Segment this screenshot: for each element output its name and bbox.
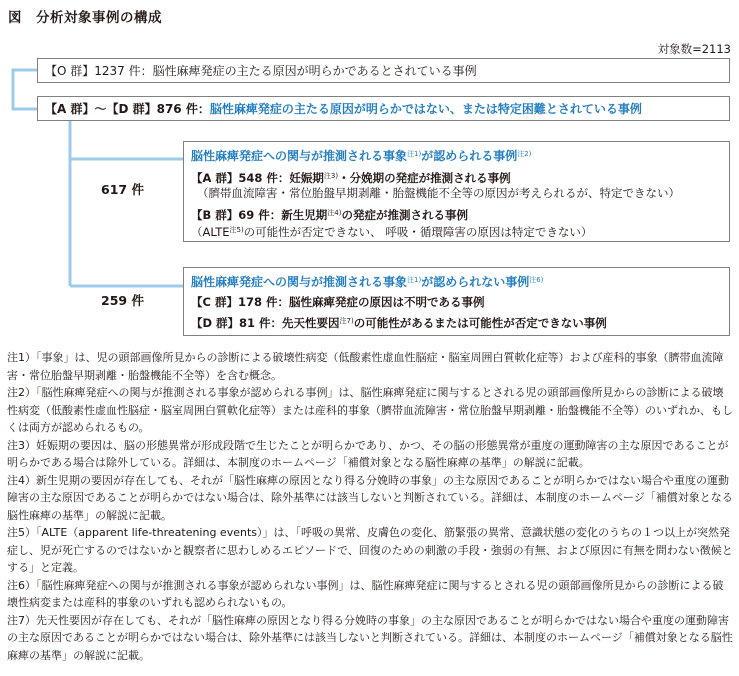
count-617: 617 件: [101, 182, 144, 197]
figure-label: 図: [8, 10, 22, 26]
connector-o-to-ad: [13, 70, 37, 109]
group-a-b-box: [183, 141, 730, 242]
group-d-desc: の可能性があるまたは可能性が否定できない事例: [353, 316, 607, 330]
detail-text: の可能性が否定できない、 呼吸・循環障害の原因は特定できない）: [243, 225, 593, 239]
note-ref: 注3): [323, 171, 339, 180]
note-ref: 注4): [327, 208, 342, 217]
group-b-desc: の発症が推測される事例: [341, 207, 468, 222]
group-d-label: 【D 群】81 件：先天性要因: [191, 316, 340, 330]
footnote: 注3）妊娠期の要因は、脳の形態異常が形成段階で生じたことが明らかであり、かつ、その脳の形態異常が重度の運動障害の主な原因であることが明らかである場合は除外している。詳細は、本制度のホームページ「補償対象となる脳性麻痺の基準」の解説に記載。: [7, 438, 729, 469]
footnote: 注4）新生児期の要因が存在しても、それが「脳性麻痺の原因となり得る分娩時の事象」の主な原因であることが明らかではない場合や重度の運動障害の主な原因であることが明らかではない場合は、除外基準には該当しないと判断されている。詳細は、本制度のホームページ「補償対象となる脳性麻痺の基準」の解説に記載。: [7, 473, 733, 522]
group-a-desc: ・分娩期の発症が推測される事例: [338, 170, 511, 185]
group-c-d-heading: [191, 273, 729, 291]
group-c-line: 【C 群】178 件：脳性麻痺発症の原因は不明である事例: [191, 294, 485, 309]
note-ref: 注7): [339, 317, 354, 325]
footnote: 注6）「脳性麻痺発症への関与が推測される事象が認められない事例」は、脳性麻痺発症に関与するとされる児の頭部画像所見からの診断による破壊性病変または産科的事象のいずれも認められないもの。: [7, 578, 724, 609]
detail-text: （ALTE: [191, 225, 230, 239]
group-a-d-label: 【A 群】～【D 群】876 件: [45, 102, 198, 116]
heading-text: 脳性麻痺発症への関与が推測される事象: [191, 149, 408, 163]
group-b-detail: [191, 223, 729, 241]
group-b-label: 【B 群】69 件：新生児期: [191, 207, 328, 222]
total-count: 対象数=2113: [657, 42, 731, 56]
group-o-label: 【O 群】1237 件: [45, 64, 141, 78]
group-a-label: 【A 群】548 件：妊娠期: [191, 170, 324, 185]
group-b-line: [191, 206, 729, 224]
heading-text: が認められない事例: [421, 275, 530, 289]
group-a-d-desc: 脳性麻痺発症の主たる原因が明らかではない、または特定困難とされている事例: [209, 102, 642, 116]
footnote: 注7）先天性要因が存在しても、それが「脳性麻痺の原因となり得る分娩時の事象」の主な原因であることが明らかではない場合や重度の運動障害の主な原因であることが明らかではない場合は、除外基準には該当しないと判断されている。詳細は、本制度のホームページ「補償対象となる脳性麻痺の基準」の解説に記載。: [7, 613, 733, 662]
note-ref: 注2): [517, 150, 532, 158]
count-259: 259 件: [101, 293, 144, 308]
note-ref: 注5): [229, 226, 244, 234]
group-a-d-colon: ：: [197, 102, 210, 116]
heading-text: 脳性麻痺発症への関与が推測される事象: [191, 275, 408, 289]
group-a-line: [191, 169, 729, 187]
footnote: 注1）「事象」は、児の頭部画像所見からの診断による破壊性病変（低酸素性虚血性脳症・脳室周囲白質軟化症等）および産科的事象（臍帯血流障害・常位胎盤早期剥離・胎盤機能不全等）を含む概念。: [7, 351, 724, 382]
group-o-desc: ：脳性麻痺発症の主たる原因が明らかであるとされている事例: [140, 64, 477, 78]
group-a-d-box: [37, 96, 730, 121]
group-a-b-heading: [191, 147, 729, 165]
footnote: 注2）「脳性麻痺発症への関与が推測される事象が認められる事例」は、脳性麻痺発症に関与するとされる児の頭部画像所見からの診断による破壊性病変（低酸素性虚血性脳症・脳室周囲白質軟化症等）または産科的事象（臍帯血流障害・常位胎盤早期剥離・胎盤機能不全等）のいずれか、もしくは両方が認められるもの。: [7, 386, 733, 434]
figure-title-text: 分析対象事例の構成: [36, 10, 162, 26]
note-ref: 注1): [407, 276, 422, 284]
heading-text: が認められる事例: [421, 149, 518, 163]
note-ref: 注6): [529, 276, 544, 284]
group-a-detail: （臍帯血流障害・常位胎盤早期剥離・胎盤機能不全等の原因が考えられるが、特定できない）: [197, 186, 680, 200]
group-c-d-box: [183, 267, 730, 336]
note-ref: 注1): [407, 150, 422, 158]
footnotes: [7, 349, 733, 664]
group-d-line: [191, 314, 729, 332]
footnote: 注5）「ALTE（apparent life-threatening events）」は、「呼吸の異常、皮膚色の変化、筋緊張の異常、意識状態の変化のうちの１つ以上が突然発症し、児が死亡するのではないかと観察者に思わしめるエピソードで、回復のための刺激の手段・強弱の有無、および原因に有無を問わない徴候とする」と定義。: [7, 526, 733, 574]
group-o-box: [37, 58, 730, 83]
